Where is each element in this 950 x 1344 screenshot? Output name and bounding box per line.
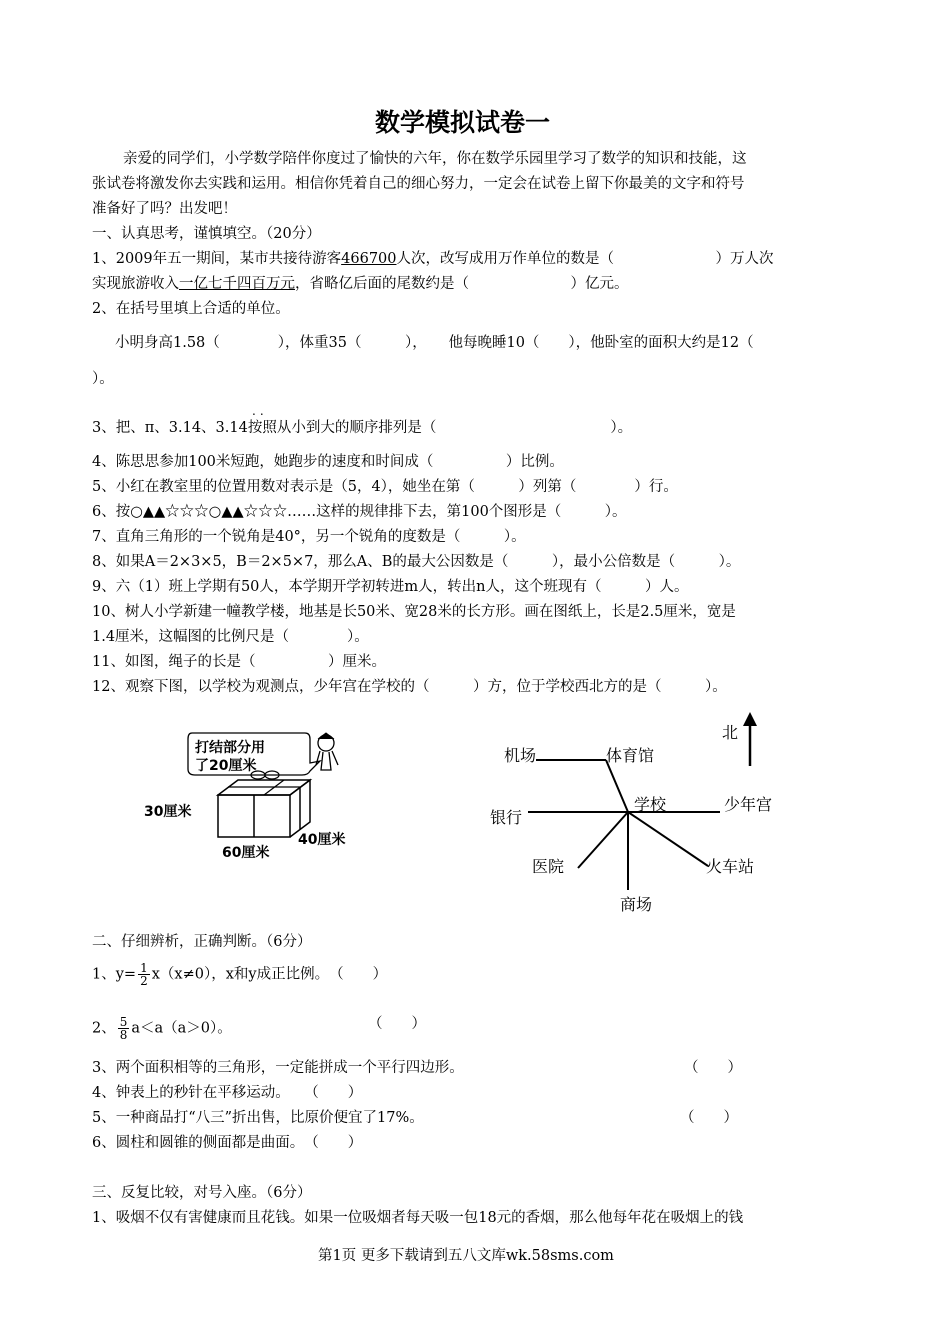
q1b-post: ，省略亿后面的尾数约是（ ）亿元。	[295, 276, 629, 292]
q1a-pre: 1、2009年五一期间，某市共接待游客	[92, 251, 342, 267]
section1-heading: 一、认真思考，谨慎填空。（20分）	[92, 226, 321, 242]
question-7: 7、直角三角形的一个锐角是40°，另一个锐角的度数是（ ）。	[92, 529, 526, 545]
label-mall: 商场	[620, 895, 653, 914]
question-10b: 1.4厘米，这幅图的比例尺是（ ）。	[92, 629, 369, 645]
question-2-line1: 小明身高1.58（ ），体重35（ ）， 他每晚睡10（ ），他卧室的面积大约是12（	[115, 335, 754, 351]
intro-line-1: 亲爱的同学们，小学数学陪伴你度过了愉快的六年，你在数学乐园里学习了数学的知识和技能，这	[123, 151, 747, 167]
judge-question-5-bracket: （ ）	[680, 1110, 738, 1126]
q1b-number: 一亿七千四百万元	[179, 276, 295, 292]
judge-question-6: 6、圆柱和圆锥的侧面都是曲面。 （ ）	[92, 1135, 363, 1151]
rope-box-figure	[140, 725, 370, 865]
question-8: 8、如果A＝2×3×5，B＝2×5×7，那么A、B的最大公因数是（ ），最小公倍数是（ ）。	[92, 554, 741, 570]
judge-question-2	[92, 1016, 232, 1041]
question-10a: 10、树人小学新建一幢教学楼，地基是长50米、宽28米的长方形。画在图纸上，长是2.5厘米，宽是	[92, 604, 736, 620]
q1a-number: 466700	[341, 251, 397, 267]
q3-pre: 3、把、π、3.14、3.14	[92, 420, 248, 436]
question-9: 9、六（1）班上学期有50人，本学期开学初转进m人，转出n人，这个班现有（ ）人。	[92, 579, 689, 595]
question-1b	[92, 274, 629, 294]
judge-question-2-bracket: （ ）	[368, 1016, 426, 1032]
label-30cm: 30厘米	[144, 804, 192, 820]
section3-heading: 三、反复比较，对号入座。（6分）	[92, 1185, 312, 1201]
label-airport: 机场	[504, 746, 537, 765]
jq2-pre: 2、	[92, 1020, 116, 1037]
question-12: 12、观察下图，以学校为观测点，少年宫在学校的（ ）方，位于学校西北方的是（ ）。	[92, 679, 727, 695]
fraction-numerator: 1	[140, 961, 148, 975]
jq1-pre: 1、y=	[92, 966, 137, 983]
jq1-post: x（x≠0），x和y成正比例。 （ ）	[151, 966, 388, 983]
label-station: 火车站	[706, 857, 755, 876]
fraction-five-eighths	[118, 1016, 130, 1041]
q3-post: 按照从小到大的顺序排列是（ ）。	[247, 420, 633, 436]
page-title: 数学模拟试卷一	[375, 108, 551, 137]
intro-line-2: 张试卷将激发你去实践和运用。相信你凭着自己的细心努力，一定会在试卷上留下你最美的文字和符号	[92, 176, 745, 192]
page-footer: 第1页 更多下载请到五八文库wk.58sms.com	[318, 1248, 614, 1264]
question-2-line2: ）。	[92, 371, 114, 387]
judge-question-4: 4、钟表上的秒针在平移运动。 （ ）	[92, 1085, 363, 1101]
judge-question-1	[92, 962, 387, 987]
q1a-post: 人次，改写成用万作单位的数是（ ）万人次	[396, 251, 774, 267]
question-4: 4、陈思思参加100米短跑，她跑步的速度和时间成（ ）比例。	[92, 454, 564, 470]
direction-map-figure	[480, 708, 800, 918]
question-6: 6、按○▲▲☆☆☆○▲▲☆☆☆……这样的规律排下去，第100个图形是（ ）。	[92, 504, 627, 520]
label-hospital: 医院	[532, 857, 565, 876]
q1b-pre: 实现旅游收入	[92, 276, 179, 292]
judge-question-3-bracket: （ ）	[684, 1060, 742, 1076]
label-north: 北	[722, 723, 739, 742]
bubble-line-1: 打结部分用	[195, 740, 265, 756]
label-gym: 体育馆	[606, 746, 655, 765]
label-60cm: 60厘米	[222, 845, 270, 861]
fraction-numerator: 5	[119, 1015, 128, 1029]
jq2-post: a＜a（a＞0）。	[131, 1020, 232, 1037]
fraction-denominator: 8	[119, 1028, 128, 1042]
label-40cm: 40厘米	[298, 832, 346, 848]
repeating-decimal-dots: ..	[252, 404, 268, 418]
question-1a	[92, 249, 774, 269]
question-11: 11、如图，绳子的长是（ ）厘米。	[92, 654, 386, 670]
intro-line-3: 准备好了吗？出发吧！	[92, 201, 237, 217]
question-3	[92, 418, 632, 438]
section2-heading: 二、仔细辨析，正确判断。（6分）	[92, 934, 312, 950]
choice-question-1: 1、吸烟不仅有害健康而且花钱。如果一位吸烟者每天吸一包18元的香烟，那么他每年花在吸烟上的钱	[92, 1210, 744, 1226]
judge-question-3: 3、两个面积相等的三角形，一定能拼成一个平行四边形。	[92, 1060, 464, 1076]
question-2: 2、在括号里填上合适的单位。	[92, 301, 290, 317]
judge-question-5: 5、一种商品打“八三”折出售，比原价便宜了17%。	[92, 1110, 424, 1126]
label-school: 学校	[634, 795, 667, 814]
fraction-denominator: 2	[140, 974, 148, 988]
label-bank: 银行	[490, 808, 523, 827]
label-youth-palace: 少年宫	[724, 795, 773, 814]
question-5: 5、小红在教室里的位置用数对表示是（5，4），她坐在第（ ）列第（ ）行。	[92, 479, 678, 495]
fraction-one-half	[138, 962, 150, 987]
bubble-line-2: 了20厘米	[195, 758, 257, 774]
